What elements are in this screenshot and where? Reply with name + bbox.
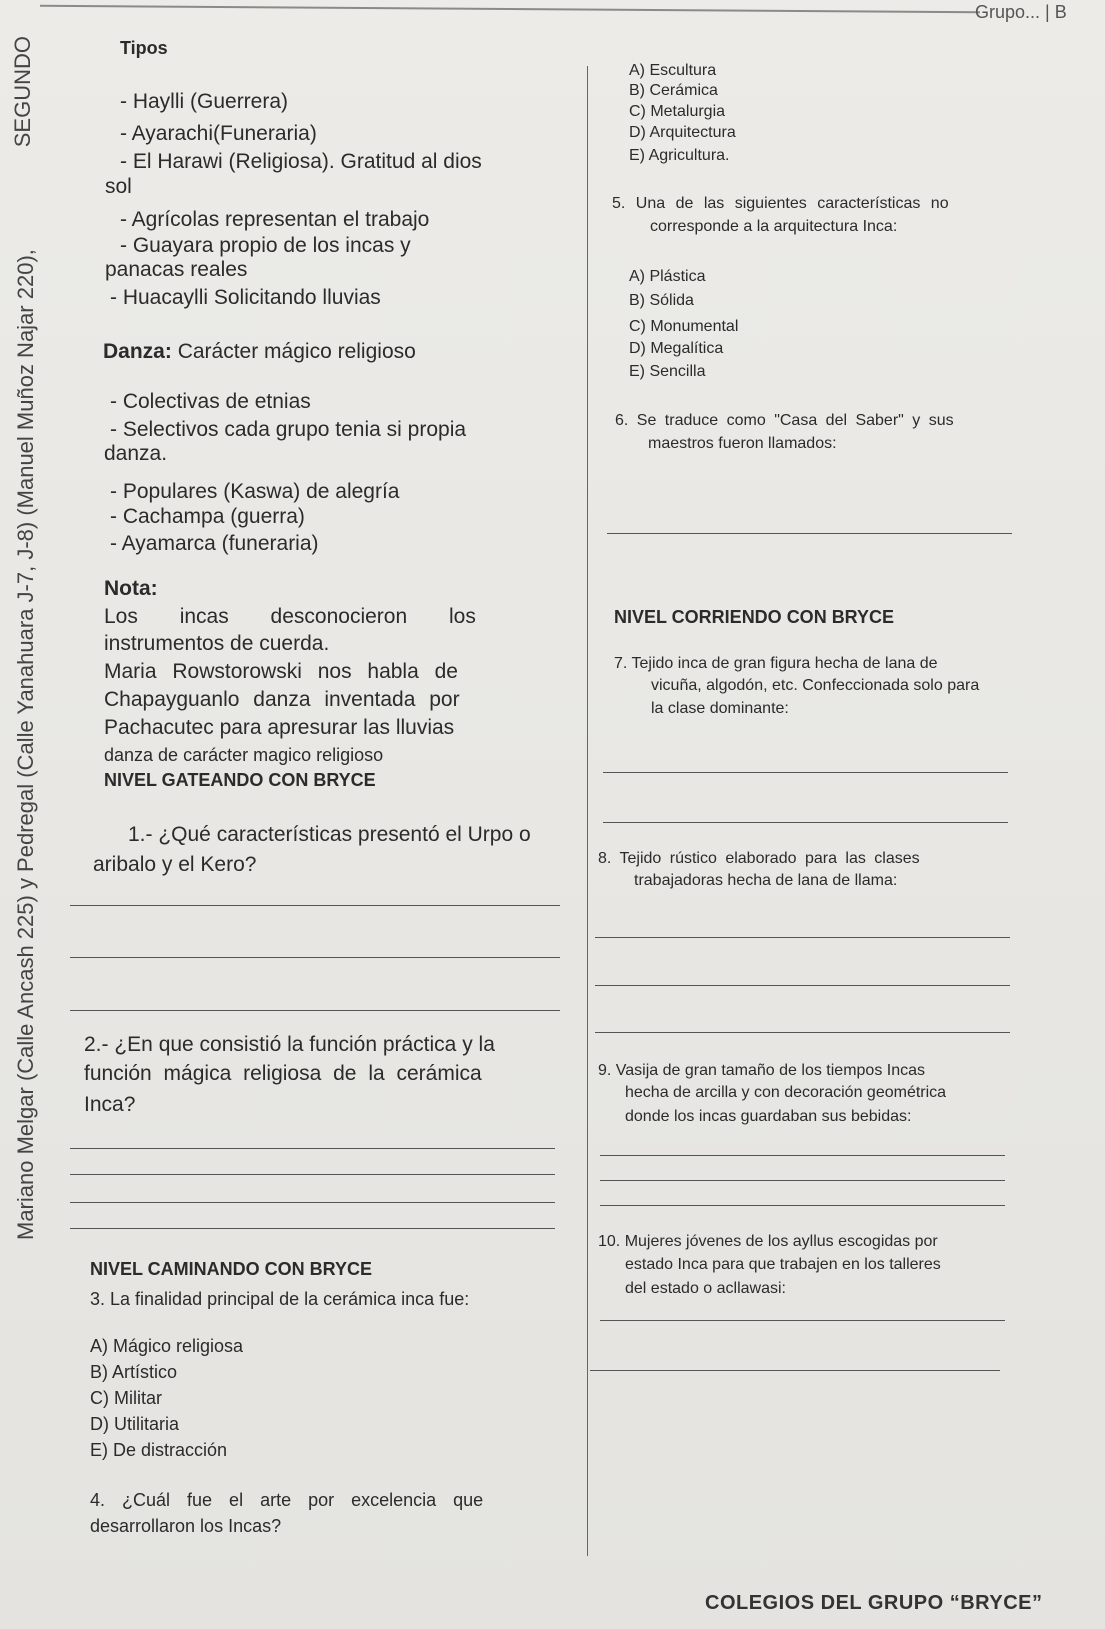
question-1-line: 1.- ¿Qué características presentó el Urpo o bbox=[128, 823, 531, 846]
tipo-item: - Haylli (Guerrera) bbox=[120, 90, 289, 113]
nivel-corriendo-heading: NIVEL CORRIENDO CON BRYCE bbox=[614, 607, 895, 627]
answer-line[interactable] bbox=[595, 985, 1010, 986]
side-address: Mariano Melgar (Calle Ancash 225) y Pedregal (Calle Yanahuara J-7, J-8) (Manuel Muñoz Najar 220), bbox=[13, 249, 38, 1240]
nota-line: Maria Rowstorowski nos habla de bbox=[104, 660, 458, 683]
nota-line: Chapayguanlo danza inventada por bbox=[104, 688, 460, 711]
question-10-line: estado Inca para que trabajen en los talleres bbox=[625, 1256, 941, 1273]
answer-line[interactable] bbox=[590, 1370, 1000, 1371]
danza-item: - Cachampa (guerra) bbox=[110, 505, 305, 528]
question-6-line: maestros fueron llamados: bbox=[648, 435, 837, 452]
q4-option-b[interactable]: B) Cerámica bbox=[629, 82, 718, 99]
nota-line: danza de carácter magico religioso bbox=[104, 745, 384, 765]
question-8-line: 8. Tejido rústico elaborado para las clases bbox=[598, 850, 920, 867]
danza-label: Danza: bbox=[103, 340, 172, 363]
question-7-line: 7. Tejido inca de gran figura hecha de lana de bbox=[614, 655, 938, 672]
grupo-label: Grupo... | B bbox=[975, 2, 1067, 22]
tipos-heading: Tipos bbox=[120, 38, 168, 58]
q3-option-a[interactable]: A) Mágico religiosa bbox=[90, 1336, 244, 1356]
question-9-line: hecha de arcilla y con decoración geométrica bbox=[625, 1084, 947, 1101]
danza-text: Carácter mágico religioso bbox=[177, 340, 416, 363]
tipo-item: panacas reales bbox=[105, 258, 248, 281]
q4-option-e[interactable]: E) Agricultura. bbox=[629, 147, 730, 164]
nota-heading: Nota: bbox=[104, 577, 158, 600]
question-2-line: función mágica religiosa de la cerámica bbox=[84, 1062, 482, 1085]
answer-line[interactable] bbox=[70, 1228, 555, 1229]
q3-option-d[interactable]: D) Utilitaria bbox=[90, 1414, 180, 1434]
tipo-item: sol bbox=[105, 175, 132, 198]
question-4-line: 4. ¿Cuál fue el arte por excelencia que bbox=[90, 1490, 484, 1510]
tipo-item: - Ayarachi(Funeraria) bbox=[120, 122, 317, 145]
side-segundo: SEGUNDO bbox=[10, 36, 35, 148]
question-7-line: vicuña, algodón, etc. Confeccionada solo para bbox=[651, 677, 980, 694]
question-4-line: desarrollaron los Incas? bbox=[90, 1516, 282, 1536]
q5-option-d[interactable]: D) Megalítica bbox=[629, 340, 724, 357]
danza-item: - Ayamarca (funeraria) bbox=[110, 532, 319, 555]
question-3: 3. La finalidad principal de la cerámica inca fue: bbox=[90, 1289, 470, 1309]
answer-line[interactable] bbox=[600, 1205, 1005, 1206]
answer-line[interactable] bbox=[600, 1320, 1005, 1321]
answer-line[interactable] bbox=[70, 1202, 555, 1203]
tipo-item: - Agrícolas representan el trabajo bbox=[120, 208, 430, 231]
answer-line[interactable] bbox=[603, 822, 1008, 823]
q4-option-d[interactable]: D) Arquitectura bbox=[629, 124, 736, 141]
question-6-line: 6. Se traduce como "Casa del Saber" y sus bbox=[615, 412, 954, 429]
column-divider bbox=[587, 66, 588, 1556]
danza-item: - Colectivas de etnias bbox=[110, 390, 311, 413]
answer-line[interactable] bbox=[70, 957, 560, 958]
nivel-gateando-heading: NIVEL GATEANDO CON BRYCE bbox=[104, 770, 376, 790]
q4-option-c[interactable]: C) Metalurgia bbox=[629, 103, 726, 120]
question-7-line: la clase dominante: bbox=[651, 700, 789, 717]
answer-line[interactable] bbox=[600, 1180, 1005, 1181]
question-2-line: 2.- ¿En que consistió la función práctica y la bbox=[84, 1033, 495, 1056]
answer-line[interactable] bbox=[70, 1174, 555, 1175]
question-9-line: 9. Vasija de gran tamaño de los tiempos Incas bbox=[598, 1062, 925, 1079]
answer-line[interactable] bbox=[595, 1032, 1010, 1033]
question-8-line: trabajadoras hecha de lana de llama: bbox=[634, 872, 898, 889]
nivel-caminando-heading: NIVEL CAMINANDO CON BRYCE bbox=[90, 1259, 373, 1279]
question-2-line: Inca? bbox=[84, 1093, 136, 1116]
danza-line bbox=[103, 340, 416, 364]
question-1-line: aribalo y el Kero? bbox=[93, 853, 257, 876]
answer-line[interactable] bbox=[607, 533, 1012, 534]
danza-item: - Populares (Kaswa) de alegría bbox=[110, 480, 400, 503]
question-10-line: del estado o acllawasi: bbox=[625, 1280, 786, 1297]
q5-option-c[interactable]: C) Monumental bbox=[629, 318, 739, 335]
tipo-item: - Huacaylli Solicitando lluvias bbox=[110, 286, 381, 309]
q4-option-a[interactable]: A) Escultura bbox=[629, 62, 717, 79]
question-5-line: corresponde a la arquitectura Inca: bbox=[650, 218, 898, 235]
answer-line[interactable] bbox=[603, 772, 1008, 773]
nota-line: Los incas desconocieron los bbox=[104, 605, 476, 628]
answer-line[interactable] bbox=[595, 937, 1010, 938]
q3-option-e[interactable]: E) De distracción bbox=[90, 1440, 228, 1460]
answer-line[interactable] bbox=[70, 905, 560, 906]
answer-line[interactable] bbox=[70, 1148, 555, 1149]
q5-option-a[interactable]: A) Plástica bbox=[629, 268, 706, 285]
side-address-text bbox=[6, 40, 46, 1240]
q5-option-e[interactable]: E) Sencilla bbox=[629, 363, 706, 380]
footer-colegios: COLEGIOS DEL GRUPO “BRYCE” bbox=[705, 1592, 1043, 1614]
tipo-item bbox=[120, 234, 555, 258]
question-9-line: donde los incas guardaban sus bebidas: bbox=[625, 1108, 912, 1125]
nota-line: Pachacutec para apresurar las lluvias bbox=[104, 716, 455, 739]
question-5-line: 5. Una de las siguientes características no bbox=[612, 195, 949, 212]
tipo-item: - El Harawi (Religiosa). Gratitud al dios bbox=[120, 150, 482, 173]
tipo-text: - Guayara propio de los incas y bbox=[120, 234, 411, 257]
q5-option-b[interactable]: B) Sólida bbox=[629, 292, 694, 309]
answer-line[interactable] bbox=[70, 1010, 560, 1011]
q3-option-b[interactable]: B) Artístico bbox=[90, 1362, 178, 1382]
top-rule bbox=[40, 5, 980, 14]
question-10-line: 10. Mujeres jóvenes de los ayllus escogidas por bbox=[598, 1233, 938, 1250]
danza-item: danza. bbox=[104, 442, 168, 465]
answer-line[interactable] bbox=[600, 1155, 1005, 1156]
danza-item: - Selectivos cada grupo tenia si propia bbox=[110, 418, 467, 441]
nota-line: instrumentos de cuerda. bbox=[104, 632, 330, 655]
q3-option-c[interactable]: C) Militar bbox=[90, 1388, 162, 1408]
